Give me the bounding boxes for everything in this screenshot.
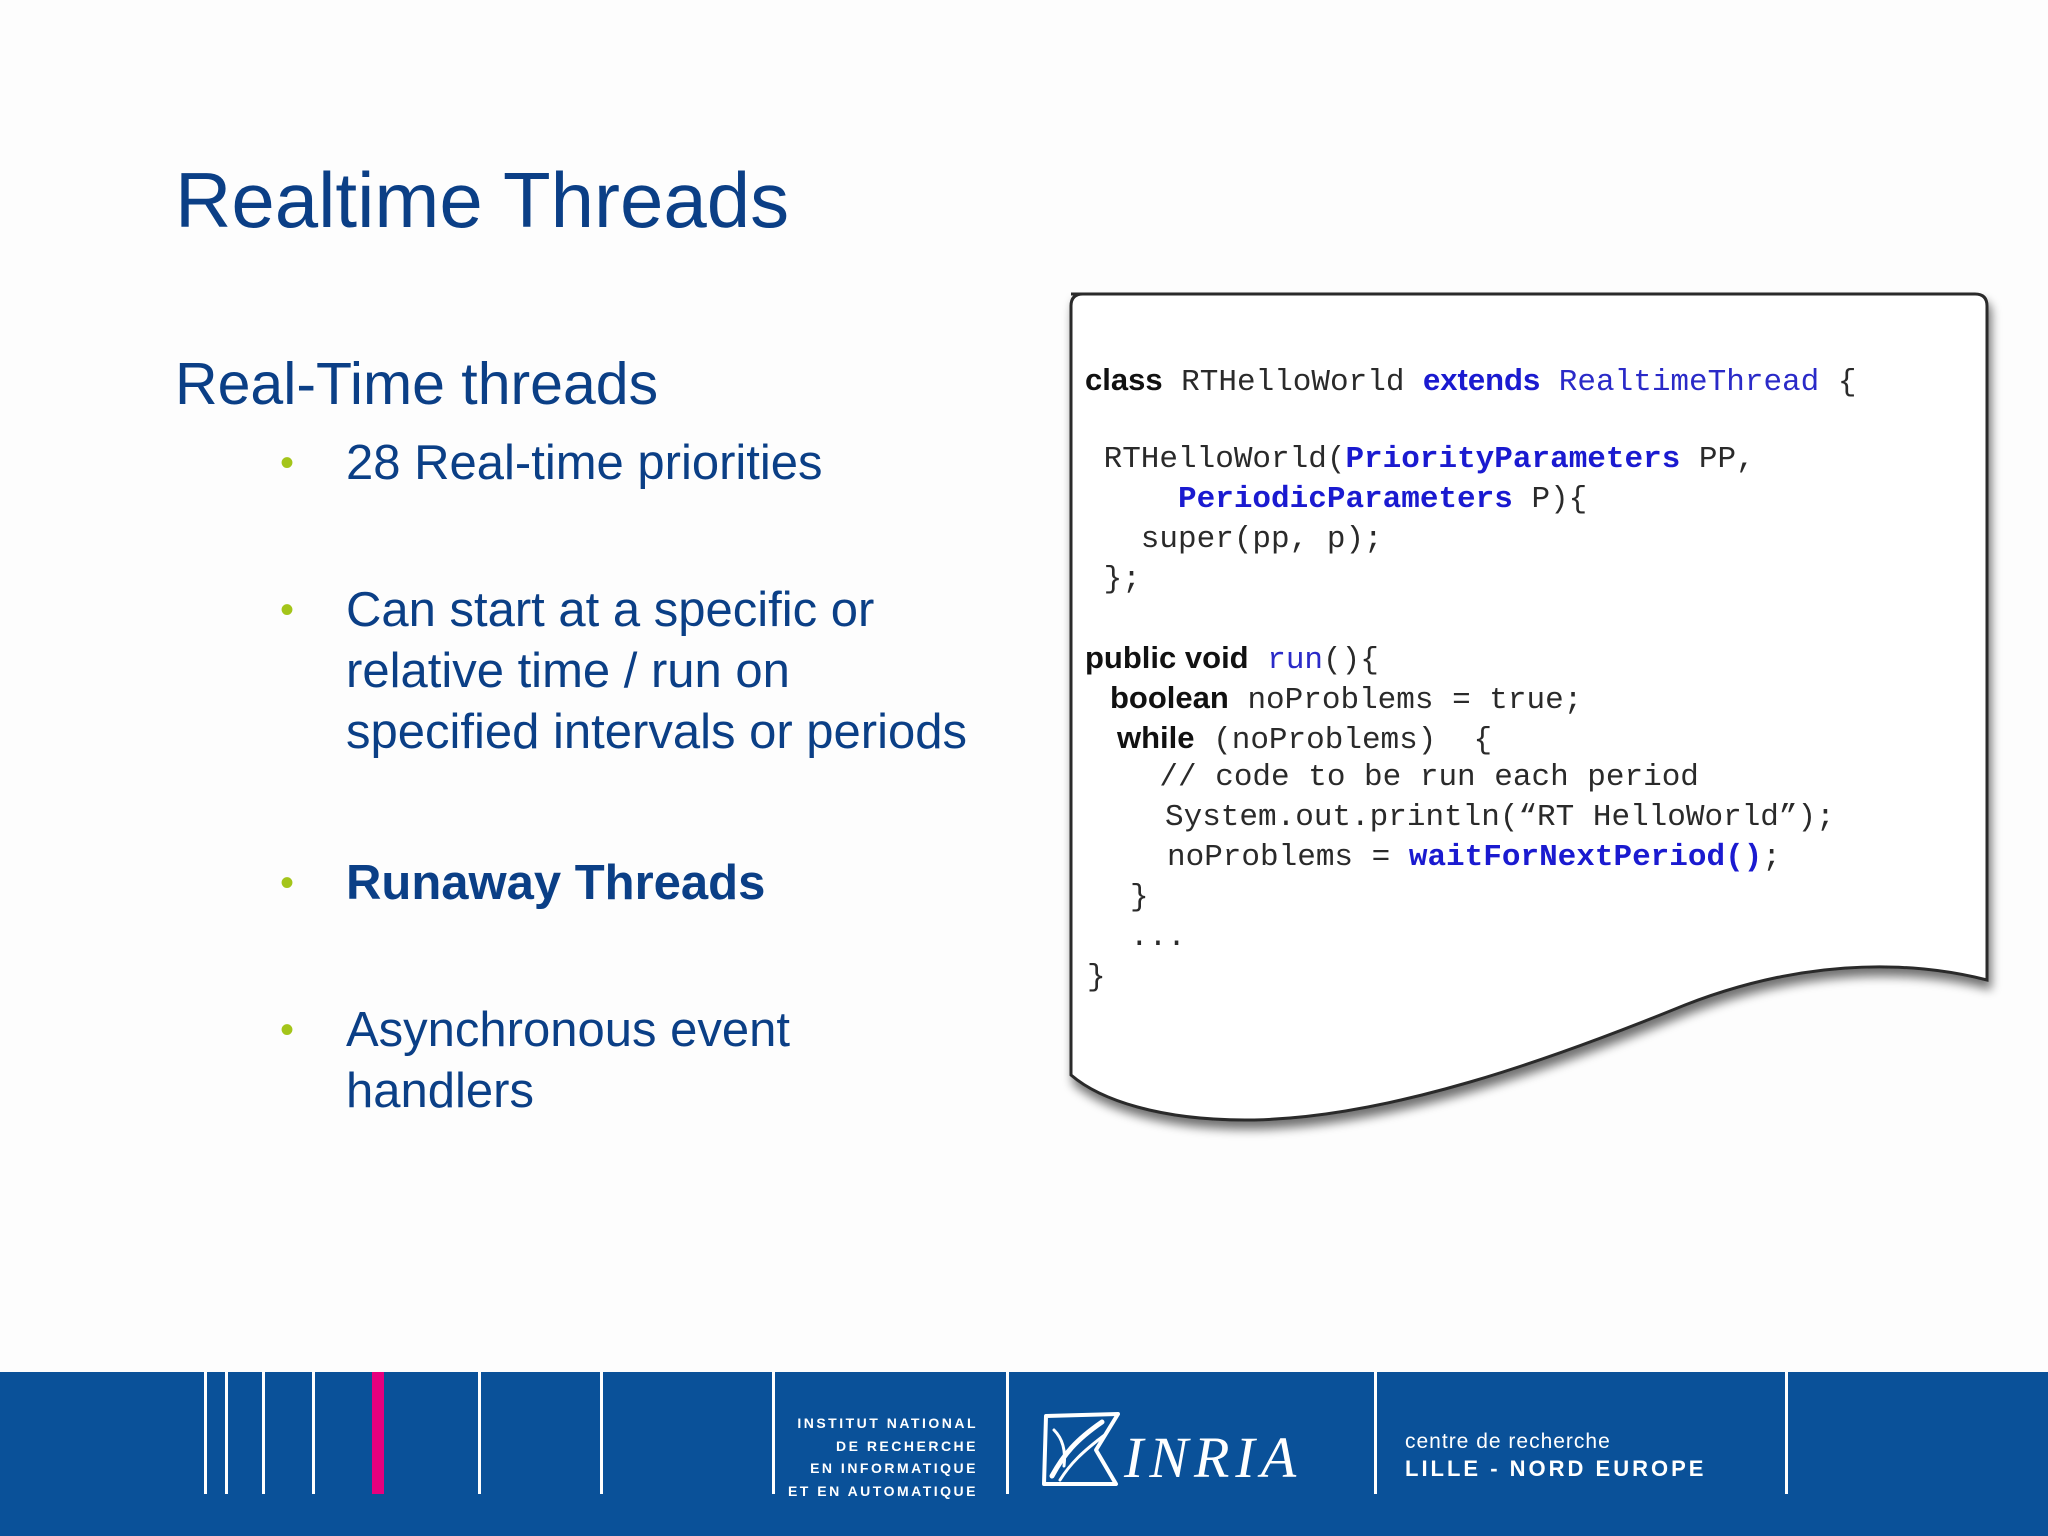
bullet-item: [280, 580, 1020, 763]
code-line: }: [1087, 960, 1106, 995]
footer-divider: [600, 1372, 603, 1494]
footer-divider: [204, 1372, 207, 1494]
code-line: PeriodicParameters P){: [1178, 482, 1588, 517]
footer-accent-stripe: [372, 1372, 384, 1494]
code-line: class RTHelloWorld extends RealtimeThread {: [1085, 362, 1857, 400]
footer-divider: [225, 1372, 228, 1494]
inria-emblem-icon: [1040, 1410, 1122, 1488]
bullet-dot-icon: •: [280, 441, 295, 485]
bullet-item: [280, 433, 1020, 494]
bullet-text: Runaway Threads: [346, 856, 766, 910]
code-comment: // code to be run each period: [1085, 760, 1699, 795]
footer-bar: [0, 1372, 2048, 1536]
bullet-item: [280, 1000, 1020, 1122]
code-line: while (noProblems) {: [1117, 720, 1493, 758]
institute-name: INSTITUT NATIONAL DE RECHERCHE EN INFORMATIQUE ET EN AUTOMATIQUE: [787, 1415, 978, 1499]
code-line: ...: [1130, 920, 1186, 955]
bullet-text-line: handlers: [346, 1064, 534, 1118]
code-line: }: [1130, 880, 1149, 915]
bullet-text-line: Can start at a specific or: [346, 583, 875, 637]
slide-title: Realtime Threads: [175, 156, 790, 244]
bullet-text-line: Asynchronous event: [346, 1003, 790, 1057]
footer-divider: [312, 1372, 315, 1494]
bullet-text-line: specified intervals or periods: [346, 705, 967, 759]
code-line: super(pp, p);: [1085, 522, 1383, 557]
code-block: [1055, 290, 2015, 1150]
bullet-text: 28 Real-time priorities: [346, 436, 823, 490]
bullet-dot-icon: •: [280, 861, 295, 905]
footer-divider: [262, 1372, 265, 1494]
footer-divider: [478, 1372, 481, 1494]
code-line: public void run(){: [1085, 640, 1379, 678]
code-line: noProblems = waitForNextPeriod();: [1167, 840, 1781, 875]
inria-logo-text: INRIA: [1124, 1425, 1303, 1490]
footer-divider: [1006, 1372, 1009, 1494]
footer-divider: [1374, 1372, 1377, 1494]
code-document: [1055, 290, 2015, 1150]
centre-label: centre de recherche: [1405, 1430, 1611, 1453]
code-line: RTHelloWorld(PriorityParameters PP,: [1085, 442, 1755, 477]
centre-location: LILLE - NORD EUROPE: [1405, 1456, 1707, 1481]
code-line: };: [1085, 562, 1141, 597]
bullet-dot-icon: •: [280, 1008, 295, 1052]
bullet-dot-icon: •: [280, 588, 295, 632]
slide-subtitle: Real-Time threads: [175, 351, 659, 417]
code-line: boolean noProblems = true;: [1110, 680, 1583, 718]
bullet-item: [280, 853, 1020, 914]
bullet-text-line: relative time / run on: [346, 644, 790, 698]
code-println: System.out.println(“RT HelloWorld”);: [1165, 800, 1835, 835]
footer-divider: [1785, 1372, 1788, 1494]
